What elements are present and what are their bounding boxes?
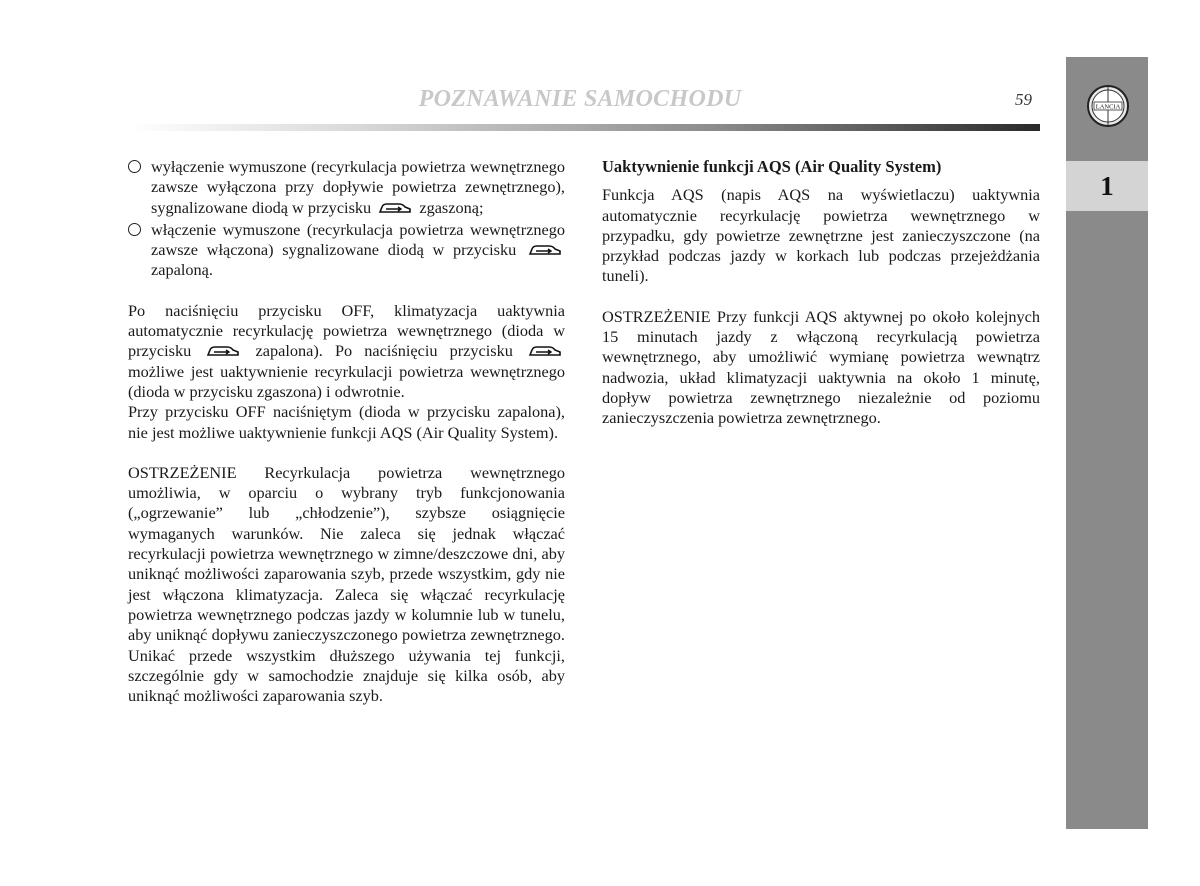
- bullet-text-end: zapaloną.: [151, 260, 213, 280]
- warning-paragraph: OSTRZEŻENIE Recyrkulacja powietrza wewnętrznego umożliwia, w oparciu o wybrany tryb funkcjonowania („ogrzewanie” lub „chłodzenie”), szybsze osiągnięcie wymaganych warunków. Nie zaleca się jednak włączać recyrkulacji powietrza wewnętrznego w zimne/deszczowe dni, aby uniknąć możliwości zaparowania szyb, przede wszystkim, gdy nie jest włączona klimatyzacja. Zaleca się włączać recyrkulację powietrza wewnętrznego podczas jazdy w kolumnie lub w tunelu, aby uniknąć dopływu zanieczyszczonego powietrza zewnętrznego. Unikać przede wszystkim dłuższego używania tej funkcji, szczególnie gdy w samochodzie znajduje się kilka osób, aby uniknąć możliwości zaparowania szyb.: [128, 462, 565, 706]
- recirculation-car-icon: [527, 242, 563, 258]
- header-rule: [128, 124, 1040, 131]
- bullet-text: włączenie wymuszone (recyrkulacja powietrza wewnętrznego zawsze włączona) sygnalizowane diodą w przycisku: [151, 219, 565, 260]
- paragraph-text: możliwe jest uaktywnienie recyrkulacji powietrza wewnętrznego (dioda w przycisku zgaszona) i odwrotnie.: [128, 361, 565, 401]
- paragraph: [128, 301, 565, 402]
- right-column: [602, 157, 1040, 429]
- list-item: [128, 220, 565, 281]
- list-item: [128, 157, 565, 218]
- recirculation-car-icon: [205, 343, 241, 359]
- warning-paragraph: OSTRZEŻENIE Przy funkcji AQS aktywnej po około kolejnych 15 minutach jazdy z włączoną recyrkulacją powietrza wewnętrznego, aby umożliwić wymianę powietrza wewnątrz nadwozia, układ klimatyzacji uaktywnia na około 1 minutę, dopływ powietrza zewnętrznego niezależnie od poziomu zanieczyszczenia powietrza zewnętrznego.: [602, 306, 1040, 428]
- page-title: POZNAWANIE SAMOCHODU: [418, 86, 742, 112]
- paragraph-text: Po naciśnięciu przycisku OFF, klimatyzacja uaktywnia automatycznie recyrkulację powietrza wewnętrznego (dioda w przycisku: [128, 300, 565, 361]
- circle-bullet-icon: [128, 160, 141, 173]
- page-number: 59: [1015, 90, 1032, 109]
- paragraph: Funkcja AQS (napis AQS na wyświetlaczu) uaktywnia automatycznie recyrkulację powietrza wewnętrznego w przypadku, gdy powietrze zewnętrzne jest zanieczyszczone (na przykład podczas jazdy w korkach lub podczas przejeżdżania tuneli).: [602, 185, 1040, 286]
- bullet-text-end: zgaszoną;: [419, 197, 484, 217]
- bullet-text: wyłączenie wymuszone (recyrkulacja powietrza wewnętrznego zawsze wyłączona przy dopływie powietrza zewnętrznego), sygnalizowane diodą w przycisku: [151, 157, 565, 217]
- chapter-box: [1066, 161, 1148, 211]
- recirculation-car-icon: [527, 343, 563, 359]
- recirculation-car-icon: [377, 200, 413, 216]
- left-column: [128, 157, 565, 706]
- section-heading: Uaktywnienie funkcji AQS (Air Quality System): [602, 157, 942, 176]
- logo-box: [1066, 57, 1148, 157]
- paragraph: Przy przycisku OFF naciśniętym (dioda w przycisku zapalona), nie jest możliwe uaktywnienie funkcji AQS (Air Quality System).: [128, 402, 565, 442]
- paragraph-text: zapalona). Po naciśnięciu przycisku: [255, 341, 513, 361]
- circle-bullet-icon: [128, 223, 141, 236]
- lancia-logo-icon: [1086, 84, 1130, 128]
- svg-text:LANCIA: LANCIA: [1095, 103, 1121, 111]
- chapter-number: 1: [1100, 171, 1114, 201]
- chapter-side-tab: [1066, 57, 1148, 829]
